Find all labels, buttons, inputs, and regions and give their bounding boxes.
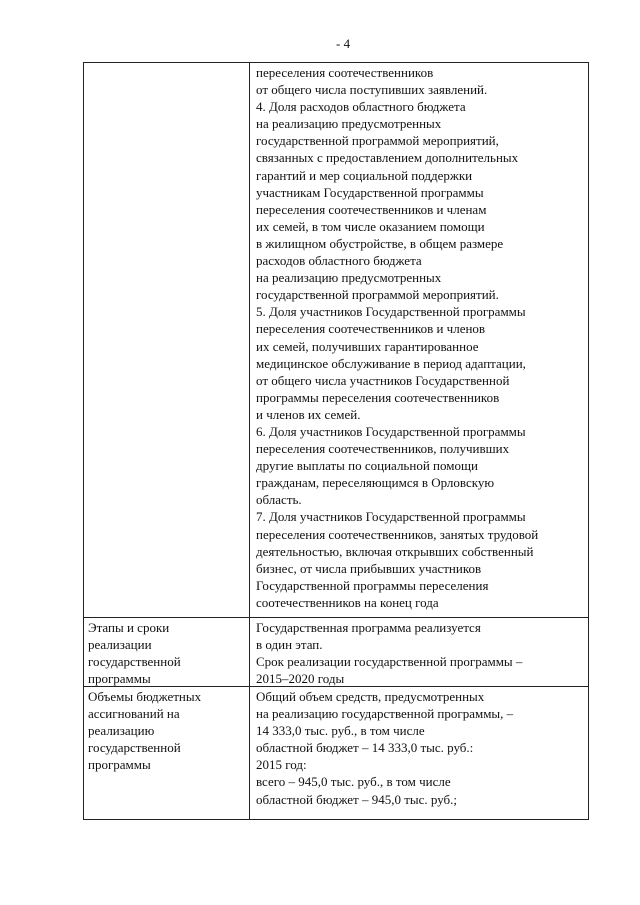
table-row: [84, 686, 588, 819]
text-line: соотечественников на конец года: [256, 594, 439, 610]
text-line: переселения соотечественников, получивших: [256, 441, 510, 457]
text-line: государственной: [88, 654, 181, 669]
text-line: Государственная программа реализуется: [256, 620, 481, 635]
text-line: связанных с предоставлением дополнительных: [256, 150, 519, 166]
text-line: от общего числа поступивших заявлений.: [256, 82, 488, 98]
text-line: 2015 год:: [256, 757, 307, 773]
text-line: переселения соотечественников и членам: [256, 201, 487, 217]
row-label: [84, 687, 250, 819]
text-line: 2015–2020 годы: [256, 671, 345, 687]
table-row: [84, 63, 588, 617]
text-line: реализацию: [88, 723, 155, 738]
text-line: программы: [88, 671, 151, 686]
text-line: областной бюджет – 945,0 тыс. руб.;: [256, 791, 458, 807]
text-line: государственной: [88, 740, 181, 755]
passport-table: [83, 62, 589, 820]
row-label: [84, 63, 250, 617]
text-line: Этапы и сроки: [88, 620, 170, 635]
text-line: всего – 945,0 тыс. руб., в том числе: [256, 774, 451, 790]
text-line: Государственной программы переселения: [256, 577, 489, 593]
text-line: на реализацию государственной программы, –: [256, 706, 514, 722]
text-line: их семей, в том числе оказанием помощи: [256, 218, 485, 234]
text-line: 6. Доля участников Государственной программы: [256, 423, 526, 439]
text-line: в один этап.: [256, 637, 323, 653]
text-line: переселения соотечественников и членов: [256, 321, 486, 337]
text-line: область.: [256, 492, 302, 508]
text-line: государственной программой мероприятий.: [256, 287, 499, 303]
text-line: Общий объем средств, предусмотренных: [256, 689, 485, 704]
text-line: областной бюджет – 14 333,0 тыс. руб.:: [256, 740, 474, 756]
text-line: Срок реализации государственной программы –: [256, 654, 523, 670]
row-label: [84, 618, 250, 686]
text-line: и членов их семей.: [256, 406, 361, 422]
text-line: на реализацию предусмотренных: [256, 270, 442, 286]
text-line: Объемы бюджетных: [88, 689, 202, 704]
row-content: [250, 618, 588, 686]
text-line: ассигнований на: [88, 706, 180, 721]
text-line: переселения соотечественников: [256, 65, 434, 80]
text-line: программы: [88, 757, 151, 772]
text-line: реализации: [88, 637, 152, 652]
page-number: - 4: [336, 36, 351, 51]
text-line: 4. Доля расходов областного бюджета: [256, 99, 466, 115]
text-line: 7. Доля участников Государственной программы: [256, 509, 526, 525]
text-line: расходов областного бюджета: [256, 253, 422, 269]
text-line: гарантий и мер социальной поддержки: [256, 167, 473, 183]
text-line: программы переселения соотечественников: [256, 389, 500, 405]
text-line: бизнес, от числа прибывших участников: [256, 560, 482, 576]
text-line: государственной программой мероприятий,: [256, 133, 499, 149]
text-line: в жилищном обустройстве, в общем размере: [256, 235, 504, 251]
row-content: [250, 63, 588, 617]
text-line: медицинское обслуживание в период адаптации,: [256, 355, 526, 371]
row-content: [250, 687, 588, 819]
table-row: [84, 617, 588, 686]
text-line: от общего числа участников Государственной: [256, 372, 510, 388]
text-line: другие выплаты по социальной помощи: [256, 458, 478, 474]
text-line: на реализацию предусмотренных: [256, 116, 442, 132]
text-line: 14 333,0 тыс. руб., в том числе: [256, 723, 425, 739]
text-line: участникам Государственной программы: [256, 184, 484, 200]
text-line: переселения соотечественников, занятых трудовой: [256, 526, 539, 542]
text-line: деятельностью, включая открывших собственный: [256, 543, 534, 559]
text-line: 5. Доля участников Государственной программы: [256, 304, 526, 320]
text-line: их семей, получивших гарантированное: [256, 338, 479, 354]
text-line: гражданам, переселяющимся в Орловскую: [256, 475, 495, 491]
